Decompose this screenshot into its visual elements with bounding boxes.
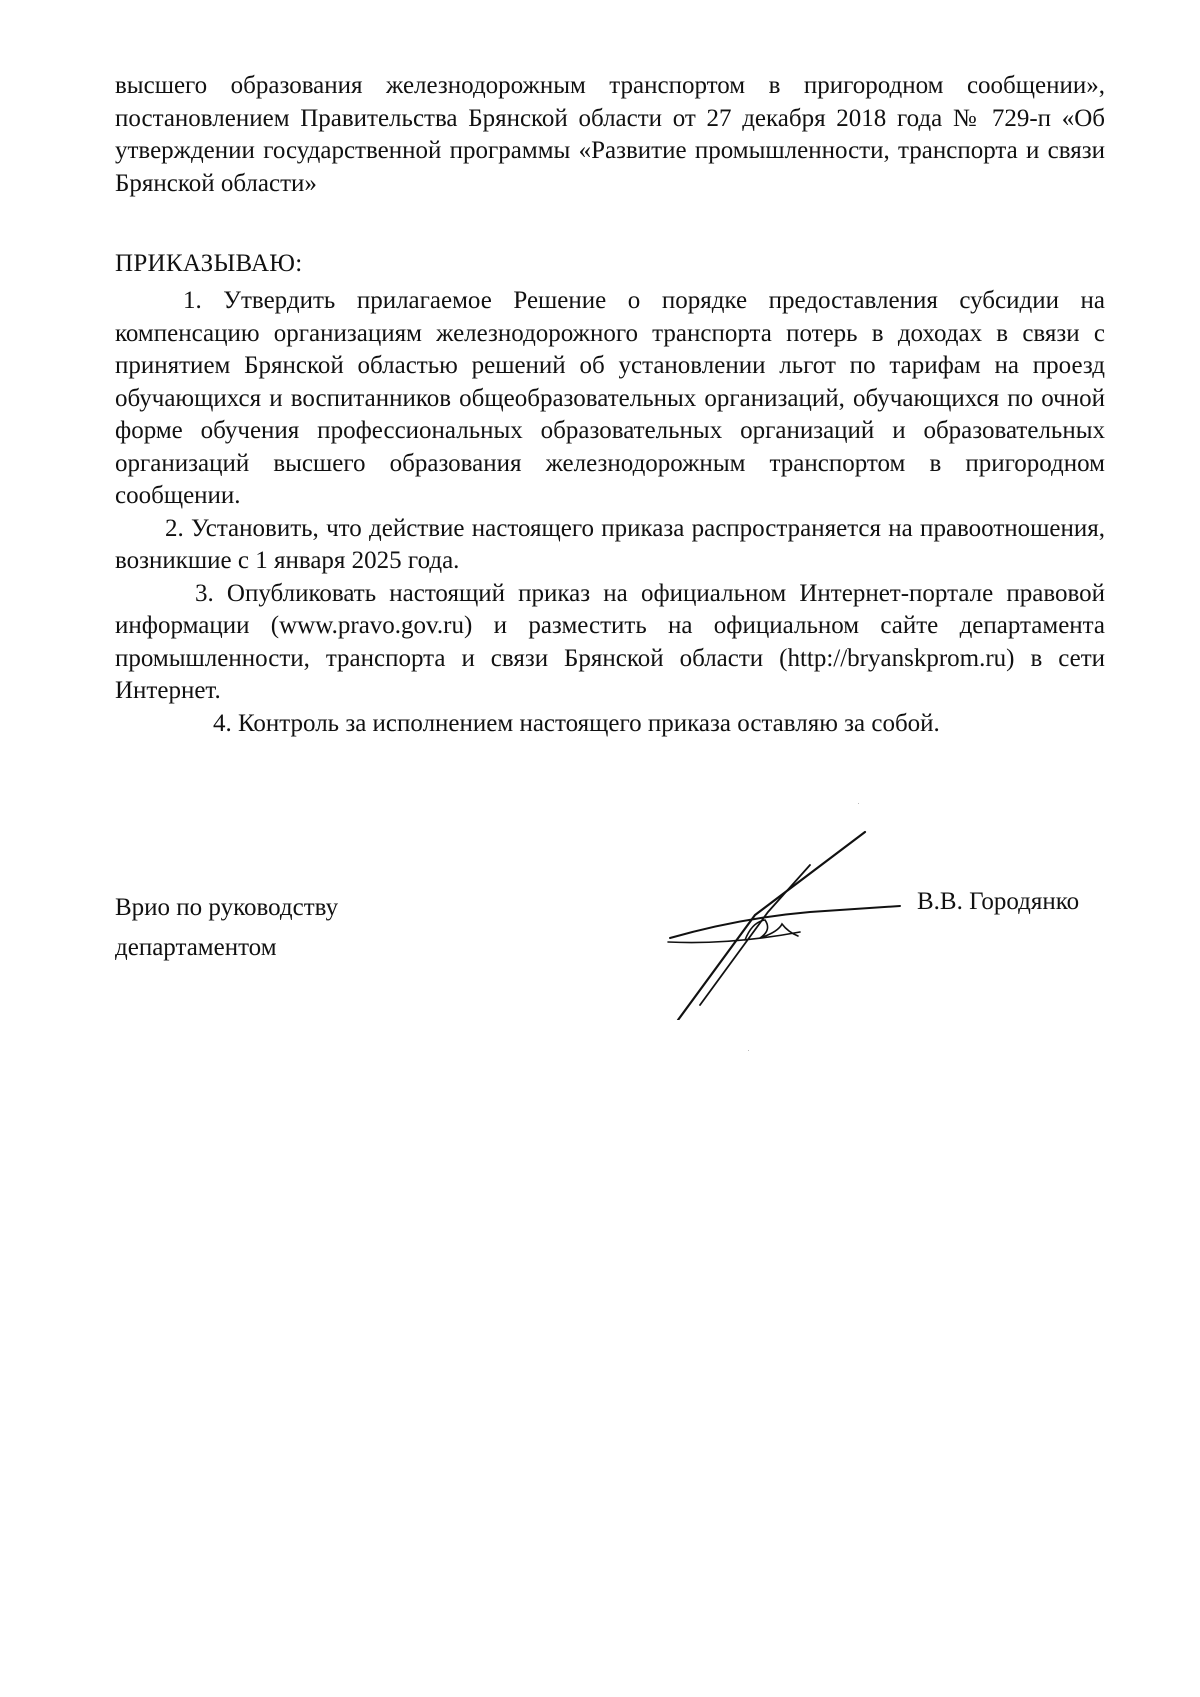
order-item-4: 4. Контроль за исполнением настоящего приказа оставляю за собой. xyxy=(213,709,940,737)
order-item-3: 3. Опубликовать настоящий приказ на официальном Интернет-портале правовой информации (www.pravo.gov.ru) и разместить на официальном сайте департамента промышленности, транспорта и связи Брянской области (http://bryanskprom.ru) в сети Интернет. xyxy=(115,579,1105,704)
signatory-position-line2: департаментом xyxy=(115,934,277,961)
signatory-position-line1: Врио по руководству xyxy=(115,894,339,921)
order-heading: ПРИКАЗЫВАЮ: xyxy=(115,250,303,277)
order-items xyxy=(115,285,1105,740)
intro-text: высшего образования железнодорожным транспортом в пригородном сообщении», постановлением Правительства Брянской области от 27 декабря 2018 года № 729-п «Об утверждении государственной программы «Развитие промышленности, транспорта и связи Брянской области» xyxy=(115,72,1105,197)
order-item-1: 1. Утвердить прилагаемое Решение о порядке предоставления субсидии на компенсацию организациям железнодорожного транспорта потерь в доходах в связи с принятием Брянской областью решений об установлении льгот по тарифам на проезд обучающихся и воспитанников общеобразовательных организаций, обучающихся по очной форме обучения профессиональных образовательных организаций и образовательных организаций высшего образования железнодорожным транспортом в пригородном сообщении. xyxy=(115,287,1105,509)
scan-speck xyxy=(858,803,859,804)
signatory-name: В.В. Городянко xyxy=(917,888,1080,915)
order-item-2: 2. Установить, что действие настоящего приказа распространяется на правоотношения, возникшие с 1 января 2025 года. xyxy=(115,514,1105,574)
signatory-position xyxy=(115,888,338,968)
scan-speck xyxy=(748,1050,749,1051)
intro-paragraph xyxy=(115,70,1105,200)
handwritten-signature xyxy=(660,820,920,1020)
